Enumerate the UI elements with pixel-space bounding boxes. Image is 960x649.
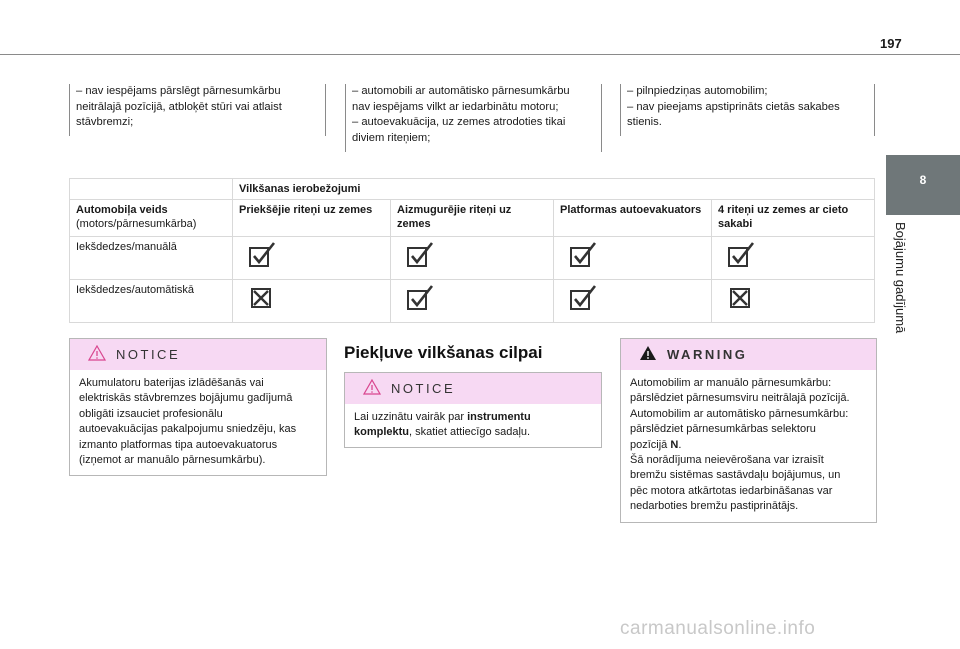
top-column-3 — [620, 84, 875, 131]
table-row — [70, 237, 875, 280]
warning-title: WARNING — [667, 347, 748, 362]
text-line: nav iespējams vilkt ar iedarbinātu motoru; — [352, 100, 559, 113]
allowed-check-icon — [712, 237, 875, 280]
text-line: – nav iespējams pārslēgt pārnesumkārbu — [76, 85, 281, 97]
text-line: neitrālajā pozīcijā, atbloķēt stūri vai atlaist — [76, 100, 282, 113]
notice-body: Akumulatoru baterijas izlādēšanās vai elektriskās stāvbremzes bojājumu gadījumā obligāti izsauciet profesionālu autoevakuācijas pakalpojumu sniedzēju, kas izmanto platformas tipa autoevakuatorus (izņemot ar manuālo pārnesumkārbu). — [79, 377, 297, 467]
table-row — [70, 280, 875, 323]
allowed-check-icon — [391, 237, 554, 280]
table-caption-row — [70, 179, 875, 200]
allowed-check-icon — [554, 237, 712, 280]
chapter-label: Bojājumu gadījumā — [893, 222, 908, 334]
watermark: carmanualsonline.info — [620, 618, 816, 639]
text-line: – pilnpiedziņas automobilim; — [627, 85, 768, 97]
table-caption: Vilkšanas ierobežojumi — [233, 179, 875, 200]
chapter-tab[interactable] — [886, 155, 960, 215]
text-line: – autoevakuācija, uz zemes atrodoties tikai — [352, 116, 566, 128]
column-header: 4 riteņi uz zemes ar cieto sakabi — [712, 200, 875, 237]
text-line: diviem riteņiem; — [352, 131, 431, 144]
allowed-check-icon — [391, 280, 554, 323]
page-number: 197 — [880, 36, 902, 51]
warning-body: Automobilim ar manuālo pārnesumkārbu: pārslēdziet pārnesumsviru neitrālajā pozīcijā. Automobilim ar automātisko pārnesumkārbu: pārslēdziet pārnesumkārbas selektoru pozīcijā N. Šā norādījuma neievērošana var izraisīt bremžu sistēmas sastāvdaļu bojājumus, un pēc motora atkārtotas iedarbināšanas var nedarboties bremžu pastiprinātājs. — [630, 377, 850, 513]
notice-header — [70, 339, 326, 370]
text-line: – automobili ar automātisko pārnesumkārbu — [352, 85, 570, 97]
warning-triangle-icon — [639, 345, 657, 366]
notice-title: NOTICE — [391, 381, 456, 396]
column-header: Aizmugurējie riteņi uz zemes — [391, 200, 554, 237]
forbidden-cross-icon — [712, 280, 875, 323]
notice-box-left — [69, 338, 327, 476]
text-line: stienis. — [627, 116, 662, 128]
towing-limits-table — [69, 178, 875, 323]
chapter-number: 8 — [919, 173, 927, 187]
allowed-check-icon — [233, 237, 391, 280]
top-column-2 — [345, 84, 602, 146]
top-column-1 — [69, 84, 326, 131]
notice-header — [345, 373, 601, 404]
notice-box-middle — [344, 372, 602, 448]
text-line: – nav pieejams apstiprināts cietās sakabes — [627, 100, 840, 113]
warning-header — [621, 339, 876, 370]
notice-body: Lai uzzinātu vairāk par instrumentu komplektu, skatiet attiecīgo sadaļu. — [354, 411, 531, 439]
header-rule — [0, 54, 960, 55]
table-header-row — [70, 200, 875, 237]
row-header-cell: Automobiļa veids (motors/pārnesumkārba) — [70, 200, 233, 237]
column-header: Platformas autoevakuators — [554, 200, 712, 237]
allowed-check-icon — [554, 280, 712, 323]
warning-triangle-icon — [363, 379, 381, 400]
forbidden-cross-icon — [233, 280, 391, 323]
notice-title: NOTICE — [116, 347, 181, 362]
row-label: Iekšdedzes/automātiskā — [70, 280, 233, 323]
text-line: stāvbremzi; — [76, 116, 134, 128]
section-heading: Piekļuve vilkšanas cilpai — [344, 343, 543, 362]
row-label: Iekšdedzes/manuālā — [70, 237, 233, 280]
warning-triangle-icon — [88, 345, 106, 366]
warning-box-right — [620, 338, 877, 523]
column-header: Priekšējie riteņi uz zemes — [233, 200, 391, 237]
